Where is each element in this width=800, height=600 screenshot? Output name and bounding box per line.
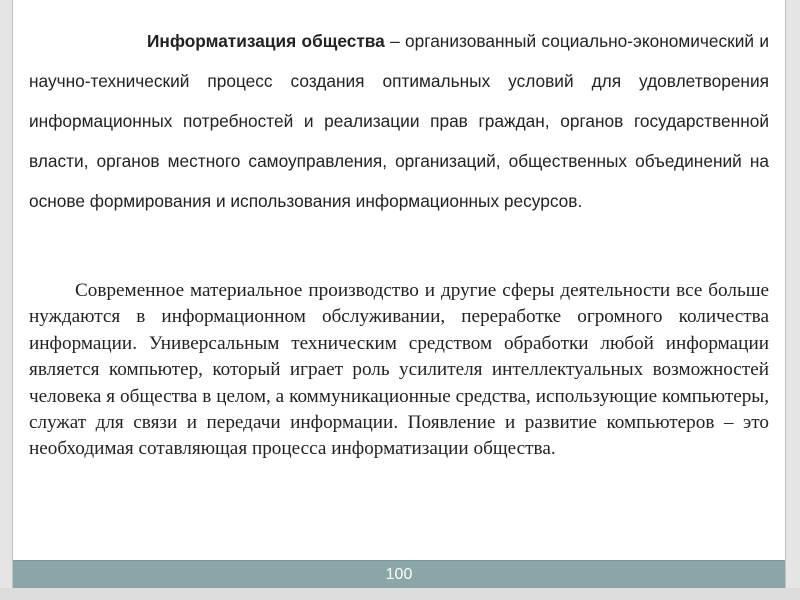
definition-term: Информатизация общества [147, 31, 385, 51]
page-number: 100 [385, 566, 413, 583]
footer-bar [13, 560, 785, 589]
slide [12, 0, 786, 588]
bottom-edge [0, 588, 800, 600]
definition-text: – организованный социально-экономический и научно-технический процесс создания оптимальных условий для удовлетворения информационных потребностей и реализации прав граждан, органов государственной власти, органов местного самоуправления, организаций, общественных объединений на основе формирования и использования информационных ресурсов. [29, 31, 769, 211]
body-paragraph: Современное материальное производство и другие сферы деятельности все больше нуждаются в информационном обслуживании, переработке огромного количества информации. Универсальным техническим средством обработки любой информации является компьютер, который играет роль усилителя интеллектуальных возможностей человека я общества в целом, а коммуникационные средства, использующие компьютеры, служат для связи и передачи информации. Появление и развитие компьютеров – это необходимая сотавляющая процесса информатизации общества. [29, 280, 769, 460]
definition-paragraph [29, 21, 769, 221]
